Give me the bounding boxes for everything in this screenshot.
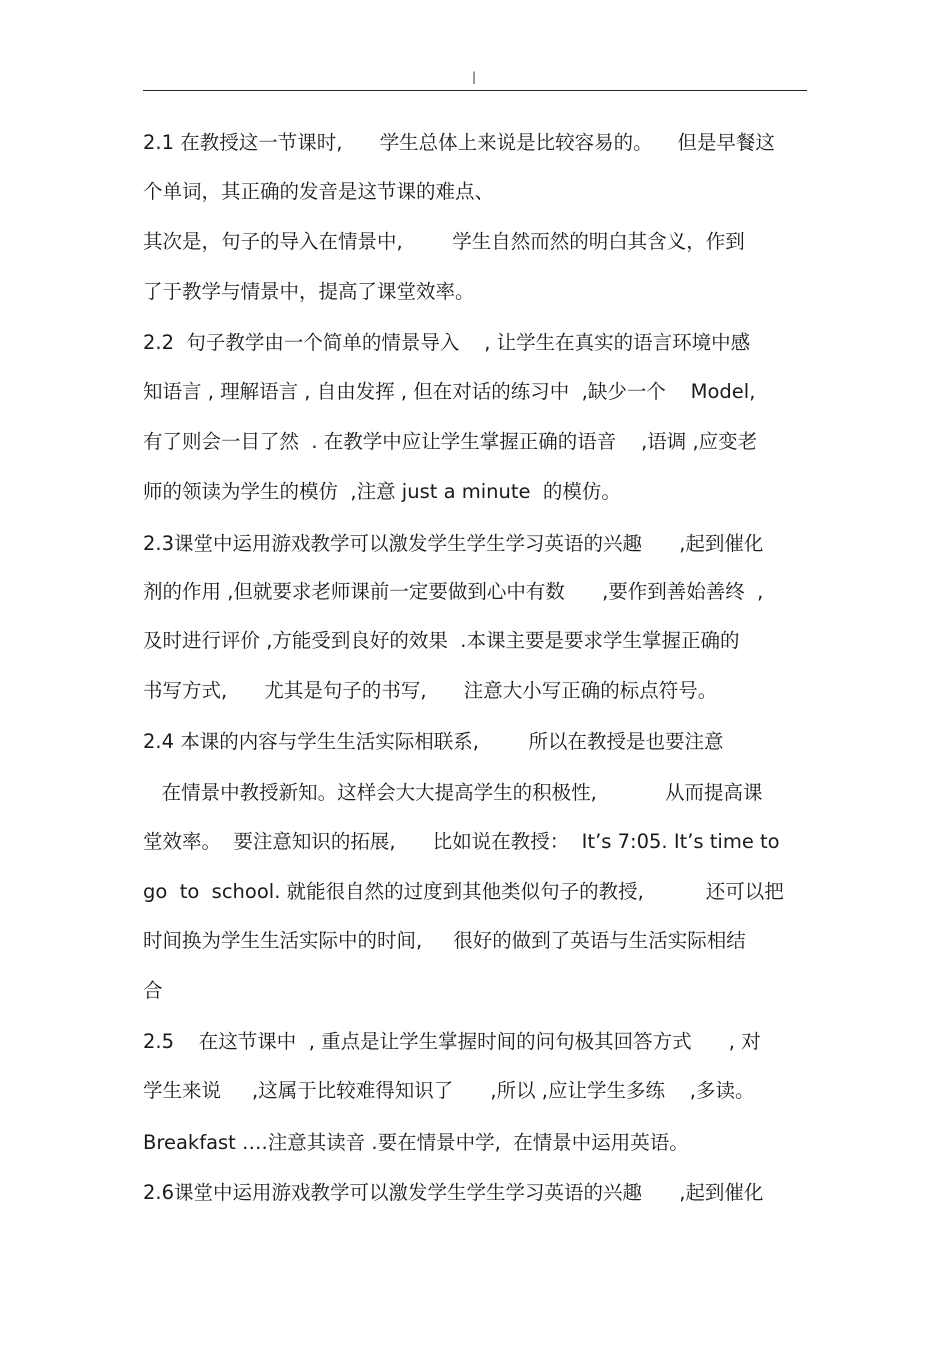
text-line: 及时进行评价 ,方能受到良好的效果 .本课主要是要求学生掌握正确的 (143, 629, 740, 652)
text-line: 堂效率。 要注意知识的拓展, 比如说在教授： It’s 7:05. It’s time to (143, 830, 780, 853)
text-line: go to school. 就能很自然的过度到其他类似句子的教授, 还可以把 (143, 880, 784, 903)
text-line: 2.5 在这节课中 , 重点是让学生掌握时间的问句极其回答方式 , 对 (143, 1030, 761, 1053)
header-rule (143, 90, 807, 91)
text-line: 在情景中教授新知。这样会大大提高学生的积极性, 从而提高课 (143, 781, 763, 804)
text-line: 时间换为学生生活实际中的时间, 很好的做到了英语与生活实际相结 (143, 929, 746, 952)
text-line: 2.6课堂中运用游戏教学可以激发学生学生学习英语的兴趣 ,起到催化 (143, 1181, 764, 1204)
text-line: Breakfast ….注意其读音 .要在情景中学, 在情景中运用英语。 (143, 1131, 689, 1154)
text-line: 2.2 句子教学由一个简单的情景导入 , 让学生在真实的语言环境中感 (143, 331, 751, 354)
text-line: 学生来说 ,这属于比较难得知识了 ,所以 ,应让学生多练 ,多读。 (143, 1079, 755, 1102)
text-line: 了于教学与情景中，提高了课堂效率。 (143, 280, 475, 303)
text-line: 其次是，句子的导入在情景中, 学生自然而然的明白其含义，作到 (143, 230, 745, 253)
text-line: 师的领读为学生的模仿 ,注意 just a minute 的模仿。 (143, 480, 621, 503)
text-line: 2.1 在教授这一节课时, 学生总体上来说是比较容易的。 但是早餐这 (143, 131, 775, 154)
text-line: 合 (143, 979, 163, 1002)
text-line: 知语言 , 理解语言 , 自由发挥 , 但在对话的练习中 ,缺少一个 Model, (143, 380, 756, 403)
text-line: 书写方式, 尤其是句子的书写, 注意大小写正确的标点符号。 (143, 679, 718, 702)
text-line: 有了则会一目了然 . 在教学中应让学生掌握正确的语音 ,语调 ,应变老 (143, 430, 758, 453)
text-line: 2.4 本课的内容与学生生活实际相联系, 所以在教授是也要注意 (143, 730, 724, 753)
text-line: 2.3课堂中运用游戏教学可以激发学生学生学习英语的兴趣 ,起到催化 (143, 532, 764, 555)
header-mark: | (472, 70, 477, 84)
text-line: 个单词，其正确的发音是这节课的难点、 (143, 180, 495, 203)
text-line: 剂的作用 ,但就要求老师课前一定要做到心中有数 ,要作到善始善终 , (143, 580, 764, 603)
